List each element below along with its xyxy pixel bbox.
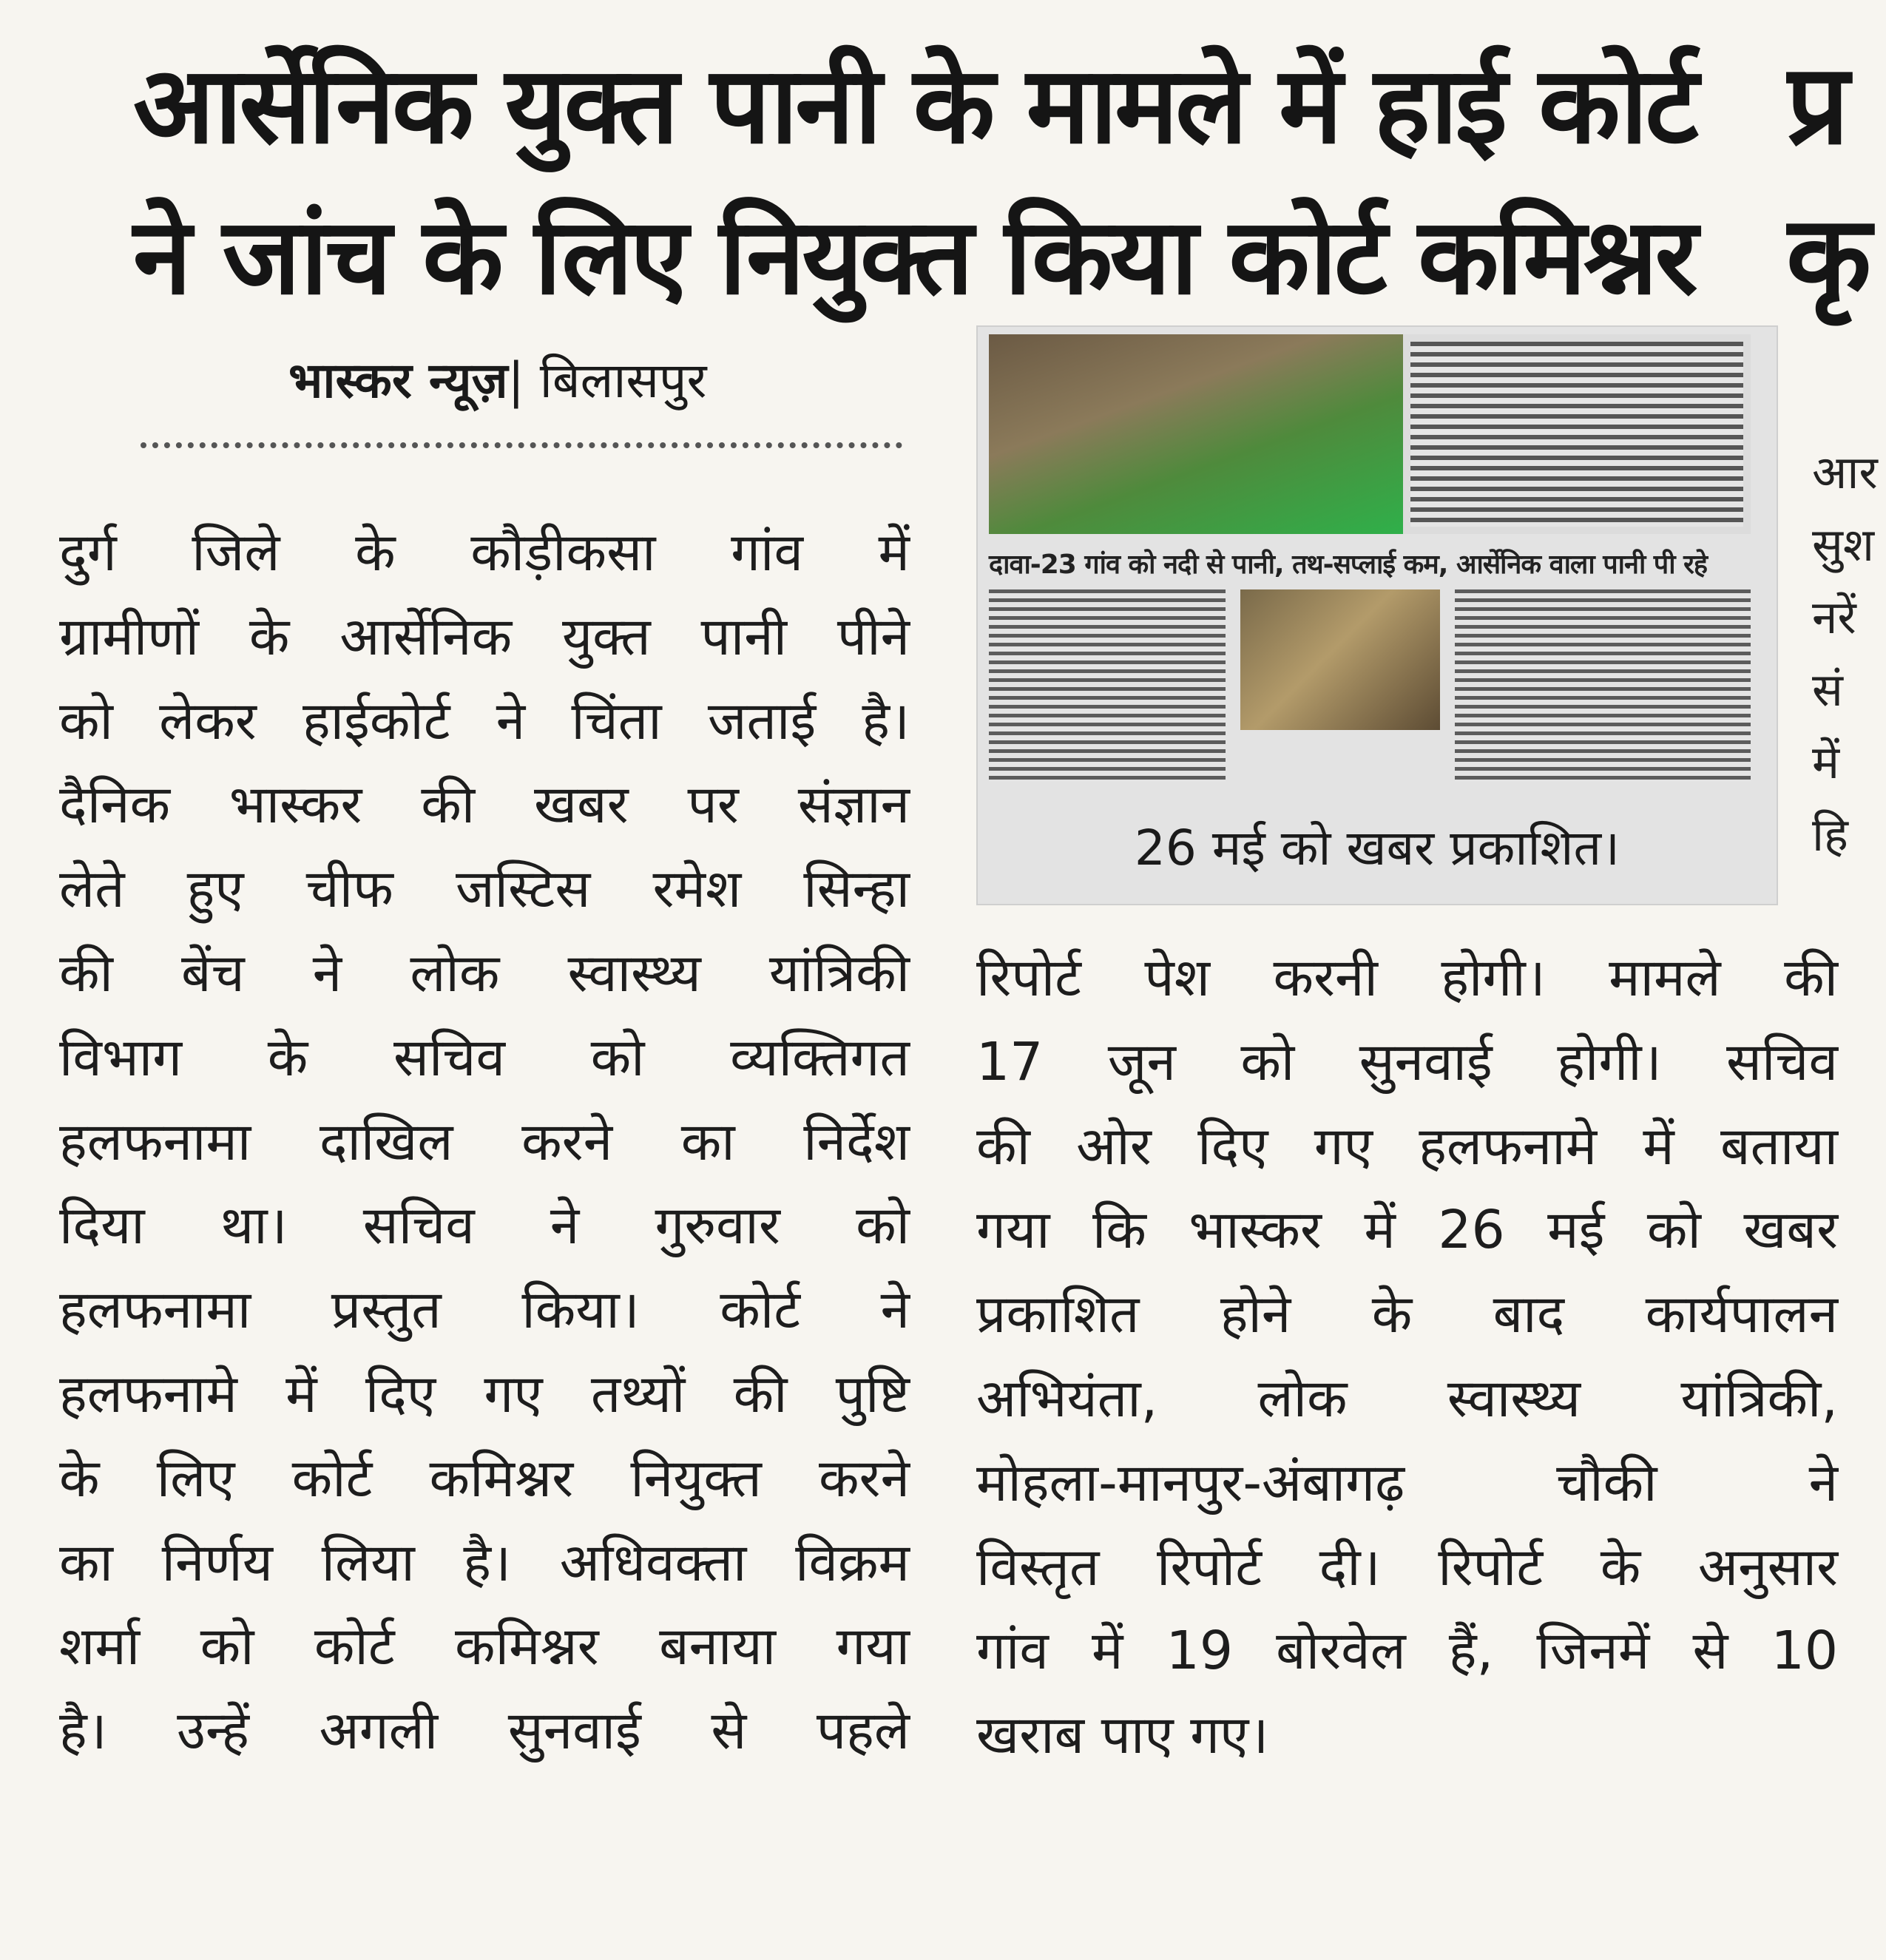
byline-place: बिलासपुर (539, 352, 707, 409)
fragment-line: नरें (1812, 590, 1856, 644)
article-column-2 (976, 936, 1838, 1777)
body-line: की बेंच ने लोक स्वास्थ्य यांत्रिकी (59, 942, 910, 1004)
body-line: प्रकाशित होने के बाद कार्यपालन (976, 1283, 1838, 1345)
article-headline (133, 30, 1731, 333)
byline-source: भास्कर न्यूज़ (288, 352, 508, 409)
headline-line-1: आर्सेनिक युक्त पानी के मामले में हाई कोर्ट (133, 43, 1696, 167)
clipping-text-block (1410, 342, 1743, 527)
adjacent-headline-fragment (1786, 30, 1886, 333)
body-line: विभाग के सचिव को व्यक्तिगत (59, 1026, 910, 1088)
newspaper-clipping-image (976, 325, 1778, 905)
body-line: के लिए कोर्ट कमिश्नर नियुक्त करने (59, 1447, 910, 1509)
adjacent-column-right-fragment (1812, 436, 1886, 871)
body-line: 17 जून को सुनवाई होगी। सचिव (976, 1030, 1838, 1092)
body-line: दैनिक भास्कर की खबर पर संज्ञान (59, 774, 910, 836)
body-line: हलफनामे में दिए गए तथ्यों की पुष्टि (59, 1362, 910, 1425)
fragment-line: सुश (1812, 518, 1875, 572)
body-line: मोहला-मानपुर-अंबागढ़ चौकी ने (976, 1451, 1838, 1513)
body-line: दिया था। सचिव ने गुरुवार को (59, 1194, 910, 1257)
clipping-headline: दावा-23 गांव को नदी से पानी, तथ-सप्लाई कम, आर्सेनिक वाला पानी पी रहे (989, 550, 1707, 580)
body-line: की ओर दिए गए हलफनामे में बताया (976, 1115, 1838, 1177)
clipping-middle-section (989, 589, 1751, 789)
body-line: लेते हुए चीफ जस्टिस रमेश सिन्हा (59, 858, 910, 920)
body-line: गया कि भास्कर में 26 मई को खबर (976, 1199, 1838, 1261)
body-line: को लेकर हाईकोर्ट ने चिंता जताई है। (59, 689, 910, 751)
fragment-line: कृ (1786, 192, 1872, 321)
body-line: रिपोर्ट पेश करनी होगी। मामले की (976, 947, 1838, 1008)
body-line: शर्मा को कोर्ट कमिश्नर बनाया गया (59, 1615, 910, 1677)
body-line: विस्तृत रिपोर्ट दी। रिपोर्ट के अनुसार (976, 1535, 1838, 1598)
article-column-1 (59, 510, 910, 1773)
body-line: हलफनामा प्रस्तुत किया। कोर्ट ने (59, 1279, 910, 1341)
fragment-line: आर (1812, 445, 1878, 499)
byline (288, 348, 762, 414)
clipping-photo-water (989, 334, 1403, 534)
clipping-photo-bottles (1240, 589, 1440, 730)
fragment-line: सं (1812, 663, 1843, 717)
body-line: है। उन्हें अगली सुनवाई से पहले (59, 1700, 910, 1762)
headline-line-2: ने जांच के लिए नियुक्त किया कोर्ट कमिश्नर (133, 195, 1695, 318)
dotted-divider (141, 442, 902, 448)
fragment-line: हि (1812, 808, 1848, 862)
fragment-line: में (1812, 735, 1840, 789)
body-line: हलफनामा दाखिल करने का निर्देश (59, 1110, 910, 1172)
byline-separator: | (507, 352, 524, 409)
body-line: दुर्ग जिले के कौड़ीकसा गांव में (59, 521, 910, 583)
body-line: गांव में 19 बोरवेल हैं, जिनमें से 10 (976, 1620, 1838, 1682)
fragment-line: प्र (1786, 41, 1850, 169)
body-line: अभियंता, लोक स्वास्थ्य यांत्रिकी, (976, 1367, 1838, 1429)
body-line: खराब पाए गए। (976, 1704, 1269, 1766)
body-line: का निर्णय लिया है। अधिवक्ता विक्रम (59, 1531, 910, 1593)
clipping-top-section (989, 334, 1751, 534)
body-line: ग्रामीणों के आर्सेनिक युक्त पानी पीने (59, 605, 910, 667)
clipping-caption: 26 मई को खबर प्रकाशित। (1134, 820, 1620, 876)
clipping-text-columns (1455, 589, 1751, 782)
clipping-text-columns (989, 589, 1226, 782)
